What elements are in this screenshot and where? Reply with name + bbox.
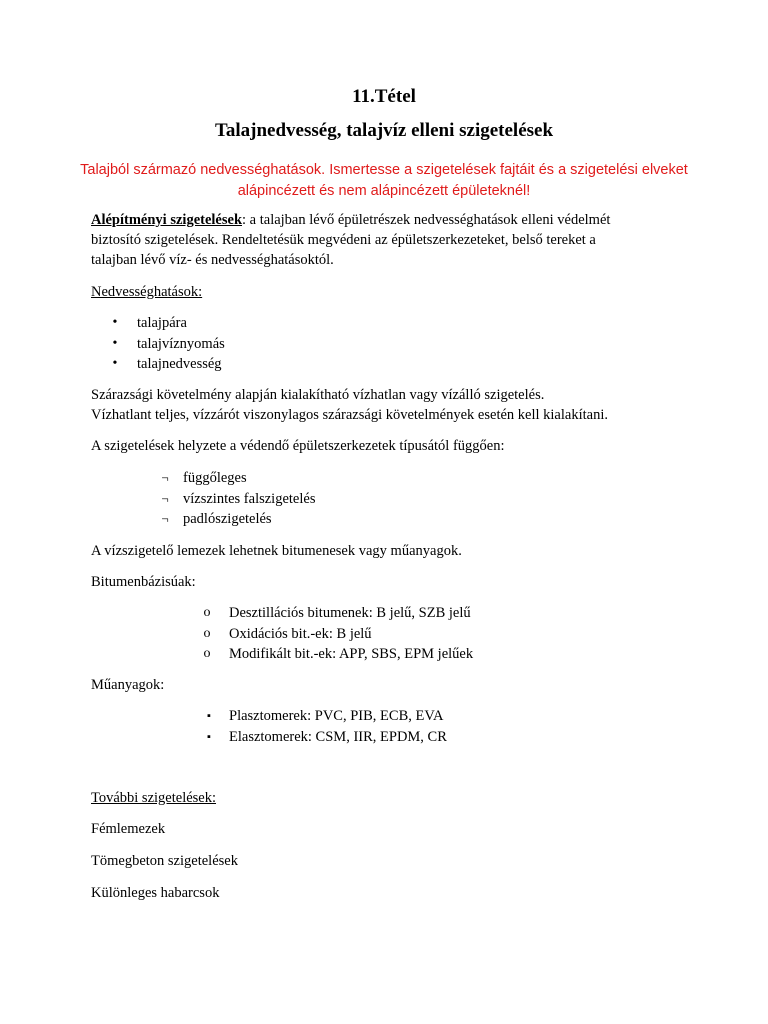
circle-bullet-icon: o <box>203 605 211 620</box>
list-item: ▪ Elasztomerek: CSM, IIR, EPDM, CR <box>229 727 447 748</box>
position-text: A szigetelések helyzete a védendő épületszerkezetek típusától függően: <box>91 438 505 454</box>
dryness-paragraph <box>91 385 691 425</box>
moisture-heading: Nedvességhatások: <box>91 284 203 300</box>
bitumen-heading: Bitumenbázisúak: <box>91 574 196 590</box>
moisture-list <box>112 313 225 375</box>
plastics-list <box>207 706 447 747</box>
list-item: ▪ Plasztomerek: PVC, PIB, ECB, EVA <box>229 706 447 727</box>
further-item-concrete: Tömegbeton szigetelések <box>91 853 238 869</box>
dryness-line-2: Vízhatlant teljes, vízzárót viszonylagos szárazsági követelmények esetén kell kialakítani. <box>91 407 608 423</box>
position-list <box>161 468 316 530</box>
circle-bullet-icon: o <box>203 625 211 641</box>
negation-bullet-icon: ¬ <box>161 511 169 526</box>
list-item: o Oxidációs bit.-ek: B jelű <box>229 624 473 645</box>
list-item: • talajpára <box>137 313 225 334</box>
list-item: o Modifikált bit.-ek: APP, SBS, EPM jelűek <box>229 644 473 665</box>
sheets-text: A vízszigetelő lemezek lehetnek bitumenesek vagy műanyagok. <box>91 543 462 559</box>
further-item-metal: Fémlemezek <box>91 821 166 837</box>
bullet-dot-icon: • <box>112 335 118 351</box>
bitumen-list <box>203 603 474 665</box>
task-line-2: alápincézett és nem alápincézett épületeknél! <box>237 183 531 199</box>
square-bullet-icon: ▪ <box>207 730 211 743</box>
dryness-line-1: Szárazsági követelmény alapján kialakítható vízhatlan vagy vízálló szigetelés. <box>91 387 545 403</box>
intro-text-1: : a talajban lévő épületrészek nedvességhatások elleni védelmét <box>242 212 611 228</box>
plastics-heading: Műanyagok: <box>91 677 165 693</box>
square-bullet-icon: ▪ <box>207 710 211 722</box>
document-subtitle: Talajnedvesség, talajvíz elleni szigetelések <box>214 120 554 141</box>
list-item: • talajnedvesség <box>137 354 225 375</box>
intro-text-2: biztosító szigetelések. Rendeltetésük megvédeni az épületszerkezeteket, belső tereket a <box>91 232 596 248</box>
bullet-dot-icon: • <box>112 315 118 330</box>
intro-term: Alépítményi szigetelések <box>91 212 243 228</box>
further-heading: További szigetelések: <box>91 790 217 806</box>
intro-paragraph <box>91 210 691 270</box>
list-item: • talajvíznyomás <box>137 334 225 355</box>
task-line-1: Talajból származó nedvességhatások. Ismertesse a szigetelések fajtáit és a szigetelési elveket <box>80 162 688 178</box>
list-item: ¬ függőleges <box>183 468 315 489</box>
bullet-dot-icon: • <box>112 356 118 371</box>
list-item: ¬ vízszintes falszigetelés <box>183 489 315 510</box>
circle-bullet-icon: o <box>203 646 211 661</box>
list-item: o Desztillációs bitumenek: B jelű, SZB jelű <box>229 603 473 624</box>
further-item-mortar: Különleges habarcsok <box>91 885 220 901</box>
list-item: ¬ padlószigetelés <box>183 509 315 530</box>
document-title: 11.Tétel <box>352 86 416 107</box>
negation-bullet-icon: ¬ <box>161 490 169 506</box>
negation-bullet-icon: ¬ <box>161 470 169 485</box>
intro-text-3: talajban lévő víz- és nedvességhatásoktól. <box>91 252 334 268</box>
task-description <box>80 160 688 202</box>
